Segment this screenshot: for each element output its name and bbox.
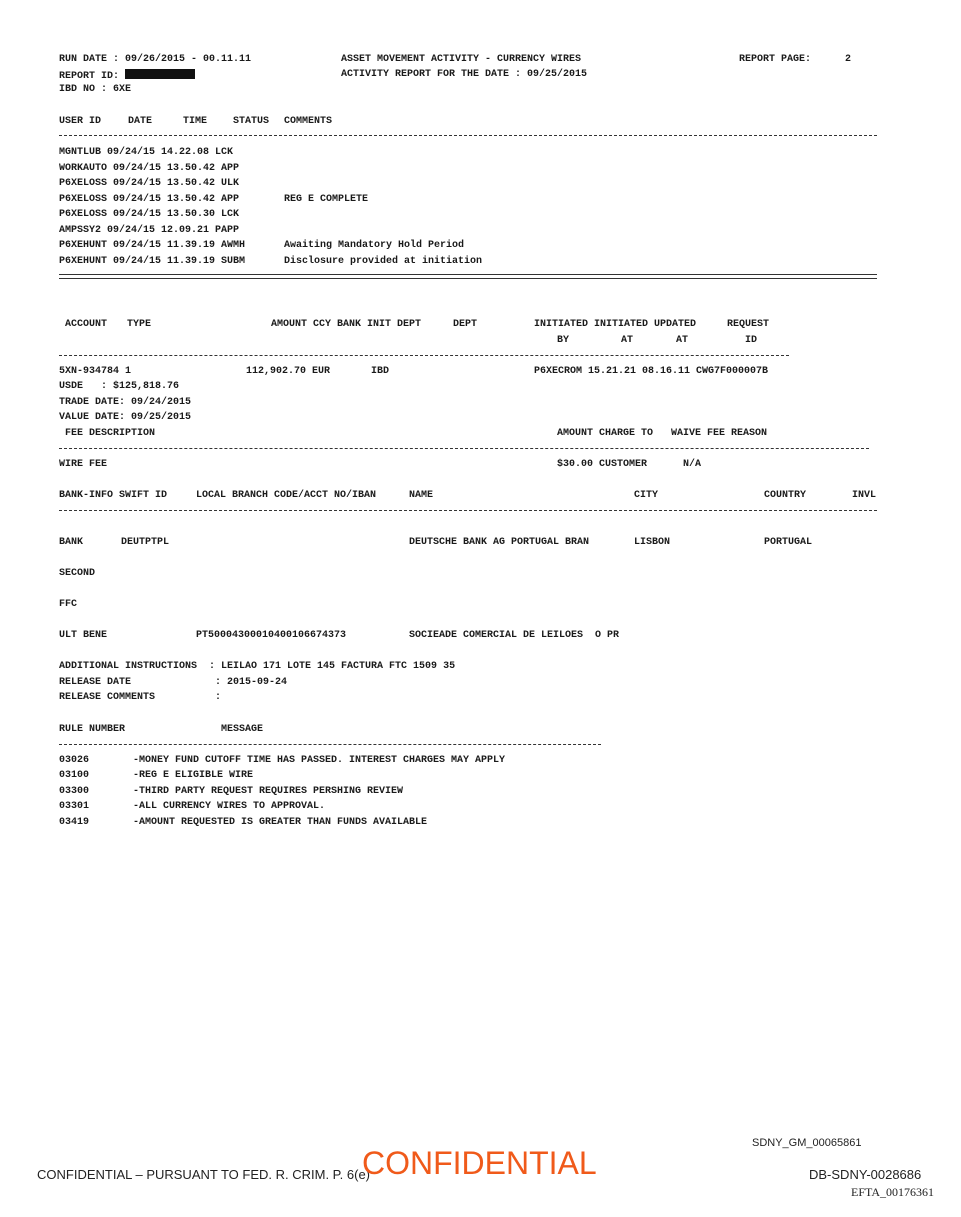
release-comments-label: RELEASE COMMENTS [59, 692, 156, 703]
redaction-bar [125, 69, 195, 79]
status-header-time: TIME [183, 116, 208, 127]
bank-country: PORTUGAL [764, 537, 813, 548]
status-comment: REG E COMPLETE [284, 194, 369, 205]
wire-trade-date: TRADE DATE: 09/24/2015 [59, 397, 192, 408]
status-header-user-id: USER ID [59, 116, 102, 127]
wire-account: 5XN-934784 1 [59, 366, 132, 377]
section-double-rule [59, 274, 877, 279]
status-comment: Disclosure provided at initiation [284, 256, 483, 267]
rule-number: 03026 [59, 755, 90, 766]
ult-bene-name: SOCIEADE COMERCIAL DE LEILOES O PR [409, 630, 620, 641]
status-row: P6XEHUNT 09/24/15 11.39.19 AWMH [59, 240, 246, 251]
status-row: MGNTLUB 09/24/15 14.22.08 LCK [59, 147, 234, 158]
status-row: AMPSSY2 09/24/15 12.09.21 PAPP [59, 225, 240, 236]
wire-initiated-info: P6XECROM 15.21.21 08.16.11 CWG7F000007B [534, 366, 769, 377]
release-comments-value: : [215, 692, 222, 703]
ibd-number: IBD NO : 6XE [59, 84, 132, 95]
report-title: ASSET MOVEMENT ACTIVITY - CURRENCY WIRES [341, 54, 582, 65]
wire-amount-ccy: 112,902.70 EUR [246, 366, 331, 377]
status-row: P6XELOSS 09/24/15 13.50.42 ULK [59, 178, 240, 189]
wire-header-initiated: INITIATED INITIATED UPDATED [534, 319, 697, 330]
status-comment: Awaiting Mandatory Hold Period [284, 240, 465, 251]
ult-bene-label: ULT BENE [59, 630, 108, 641]
status-header-comments: COMMENTS [284, 116, 333, 127]
rule-message: -REG E ELIGIBLE WIRE [133, 770, 254, 781]
wire-header-by: BY [557, 335, 570, 346]
bank-label: BANK [59, 537, 84, 548]
release-date-label: RELEASE DATE [59, 677, 132, 688]
wire-header-amount-ccy-bank: AMOUNT CCY BANK INIT DEPT [271, 319, 422, 330]
release-date-value: : 2015-09-24 [215, 677, 288, 688]
bank-separator [59, 510, 877, 511]
wire-bank: IBD [371, 366, 390, 377]
wire-header-type: TYPE [127, 319, 152, 330]
bank-header-name: NAME [409, 490, 434, 501]
bank-city: LISBON [634, 537, 671, 548]
additional-instructions: ADDITIONAL INSTRUCTIONS : LEILAO 171 LOTE 145 FACTURA FTC 1509 35 [59, 661, 456, 672]
bank-swift: DEUTPTPL [121, 537, 170, 548]
wire-separator [59, 355, 789, 356]
run-date: RUN DATE : 09/26/2015 - 00.11.11 [59, 54, 252, 65]
status-header-status: STATUS [233, 116, 270, 127]
wire-usde: USDE : $125,818.76 [59, 381, 180, 392]
bank-name: DEUTSCHE BANK AG PORTUGAL BRAN [409, 537, 590, 548]
wire-header-at: AT [676, 335, 689, 346]
wire-header-dept: DEPT [453, 319, 478, 330]
confidential-stamp: CONFIDENTIAL [362, 1145, 597, 1181]
rules-separator [59, 744, 601, 745]
rules-header-message: MESSAGE [221, 724, 264, 735]
fee-description: WIRE FEE [59, 459, 108, 470]
fee-waive: N/A [683, 459, 702, 470]
db-sdny-bates: DB-SDNY-0028686 [809, 1167, 922, 1182]
wire-header-at: AT [621, 335, 634, 346]
report-id [59, 69, 195, 83]
sdny-gm-bates: SDNY_GM_00065861 [752, 1137, 862, 1149]
status-separator [59, 135, 877, 136]
bank-header-info: BANK-INFO SWIFT ID [59, 490, 168, 501]
rule-message: -MONEY FUND CUTOFF TIME HAS PASSED. INTEREST CHARGES MAY APPLY [133, 755, 506, 766]
ult-bene-iban: PT50004300010400106674373 [196, 630, 347, 641]
fee-separator [59, 448, 869, 449]
bank-header-city: CITY [634, 490, 659, 501]
rule-message: -THIRD PARTY REQUEST REQUIRES PERSHING REVIEW [133, 786, 404, 797]
rule-number: 03300 [59, 786, 90, 797]
confidential-notice: CONFIDENTIAL – PURSUANT TO FED. R. CRIM. P. 6(e) [37, 1167, 371, 1182]
report-page-label: REPORT PAGE: [739, 54, 812, 65]
wire-header-request: REQUEST [727, 319, 770, 330]
fee-header-description: FEE DESCRIPTION [65, 428, 156, 439]
status-header-date: DATE [128, 116, 153, 127]
bank-header-local: LOCAL BRANCH CODE/ACCT NO/IBAN [196, 490, 377, 501]
rule-number: 03419 [59, 817, 90, 828]
rules-header-number: RULE NUMBER [59, 724, 126, 735]
bank-header-invl: INVL [852, 490, 877, 501]
report-page-number: 2 [845, 54, 852, 65]
bank-header-country: COUNTRY [764, 490, 807, 501]
activity-report-date: ACTIVITY REPORT FOR THE DATE : 09/25/2015 [341, 69, 588, 80]
report-id-label: REPORT ID: [59, 71, 120, 82]
status-row: WORKAUTO 09/24/15 13.50.42 APP [59, 163, 240, 174]
status-row: P6XEHUNT 09/24/15 11.39.19 SUBM [59, 256, 246, 267]
ffc-label: FFC [59, 599, 78, 610]
rule-number: 03100 [59, 770, 90, 781]
wire-header-account: ACCOUNT [65, 319, 108, 330]
wire-value-date: VALUE DATE: 09/25/2015 [59, 412, 192, 423]
status-row: P6XELOSS 09/24/15 13.50.30 LCK [59, 209, 240, 220]
wire-header-id: ID [745, 335, 758, 346]
rule-message: -ALL CURRENCY WIRES TO APPROVAL. [133, 801, 326, 812]
rule-number: 03301 [59, 801, 90, 812]
efta-bates: EFTA_00176361 [851, 1185, 935, 1199]
fee-amount-charge: $30.00 CUSTOMER [557, 459, 648, 470]
rule-message: -AMOUNT REQUESTED IS GREATER THAN FUNDS AVAILABLE [133, 817, 428, 828]
second-label: SECOND [59, 568, 96, 579]
status-row: P6XELOSS 09/24/15 13.50.42 APP [59, 194, 240, 205]
fee-header-right: AMOUNT CHARGE TO WAIVE FEE REASON [557, 428, 768, 439]
